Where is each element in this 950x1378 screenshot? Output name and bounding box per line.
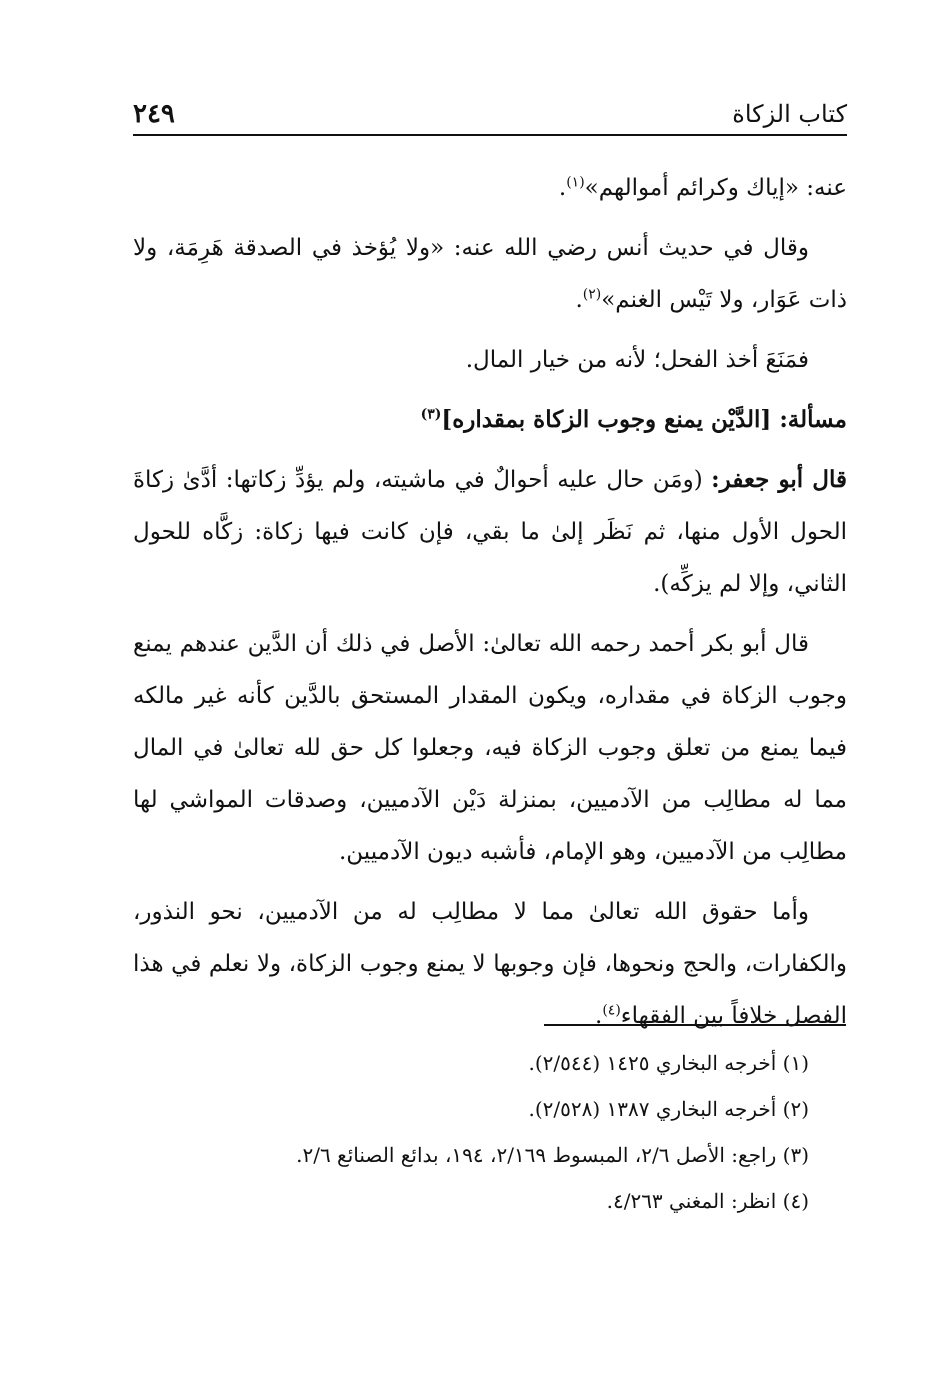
paragraph-5 — [133, 454, 847, 610]
footnote-ref-1: (١) — [566, 174, 585, 191]
footnote-1: (١) أخرجه البخاري ١٤٢٥ (٢/٥٤٤). — [528, 1051, 809, 1075]
paragraph-7-text: وأما حقوق الله تعالىٰ مما لا مطالِب له من الآدميين، نحو النذور، والكفارات، والحج ونحوها، فإن وجوبها لا يمنع وجوب الزكاة، ولا نعلم في هذا الفصل خلافاً بين الفقهاء — [133, 899, 847, 1029]
paragraph-5-text: (ومَن حال عليه أحوالٌ في ماشيته، ولم يؤدِّ زكاتها: أدَّىٰ زكاةَ الحول الأول منها، ثم نَظَر إلىٰ ما بقي، فإن كانت فيها زكاة: زكَّاه للحول الثاني، وإلا لم يزكِّه). — [133, 467, 847, 597]
main-text — [133, 162, 847, 1050]
issue-heading-text: مسألة: [الدَّيْن يمنع وجوب الزكاة بمقداره] — [441, 406, 847, 433]
footnotes — [133, 1040, 847, 1224]
footnote-ref-3: (٣) — [420, 406, 442, 423]
footnote-3: (٣) راجع: الأصل ٢/٦، المبسوط ٢/١٦٩، ١٩٤، بدائع الصنائع ٢/٦. — [296, 1143, 809, 1167]
paragraph-6: قال أبو بكر أحمد رحمه الله تعالىٰ: الأصل في ذلك أن الدَّين عندهم يمنع وجوب الزكاة في مقداره، ويكون المقدار المستحق بالدَّين كأنه غير مالكه فيما يمنع من تعلق وجوب الزكاة فيه، وجعلوا كل حق لله تعالىٰ في المال مما له مطالِب من الآدميين، بمنزلة دَيْن الآدميين، وصدقات المواشي لها مطالِب من الآدميين، وهو الإمام، فأشبه ديون الآدميين. — [133, 631, 847, 865]
page-header — [133, 94, 847, 136]
page-number: ٢٤٩ — [133, 99, 175, 129]
paragraph-2-text: وقال في حديث أنس رضي الله عنه: «ولا يُؤخذ في الصدقة هَرِمَة، ولا ذات عَوَار، ولا تَيْس الغنم» — [133, 235, 847, 313]
speaker-label: قال أبو جعفر: — [711, 466, 848, 493]
issue-heading — [133, 394, 847, 446]
paragraph-2 — [133, 222, 847, 326]
paragraph-7-end: . — [595, 1003, 603, 1029]
paragraph-3: فمَنَعَ أخذ الفحل؛ لأنه من خيار المال. — [465, 347, 809, 373]
footnote-2: (٢) أخرجه البخاري ١٣٨٧ (٢/٥٢٨). — [528, 1097, 809, 1121]
paragraph-1-end: . — [558, 175, 567, 201]
paragraph-7 — [133, 886, 847, 1042]
running-title: كتاب الزكاة — [732, 100, 847, 128]
paragraph-1-text: عنه: «إياك وكرائم أموالهم» — [584, 175, 847, 201]
paragraph-1 — [133, 162, 847, 214]
footnote-ref-2: (٢) — [582, 286, 602, 303]
paragraph-2-end: . — [575, 287, 583, 313]
footnote-divider — [544, 1024, 846, 1026]
footnote-ref-4: (٤) — [602, 1002, 621, 1019]
footnote-4: (٤) انظر: المغني ٤/٢٦٣. — [606, 1189, 809, 1213]
